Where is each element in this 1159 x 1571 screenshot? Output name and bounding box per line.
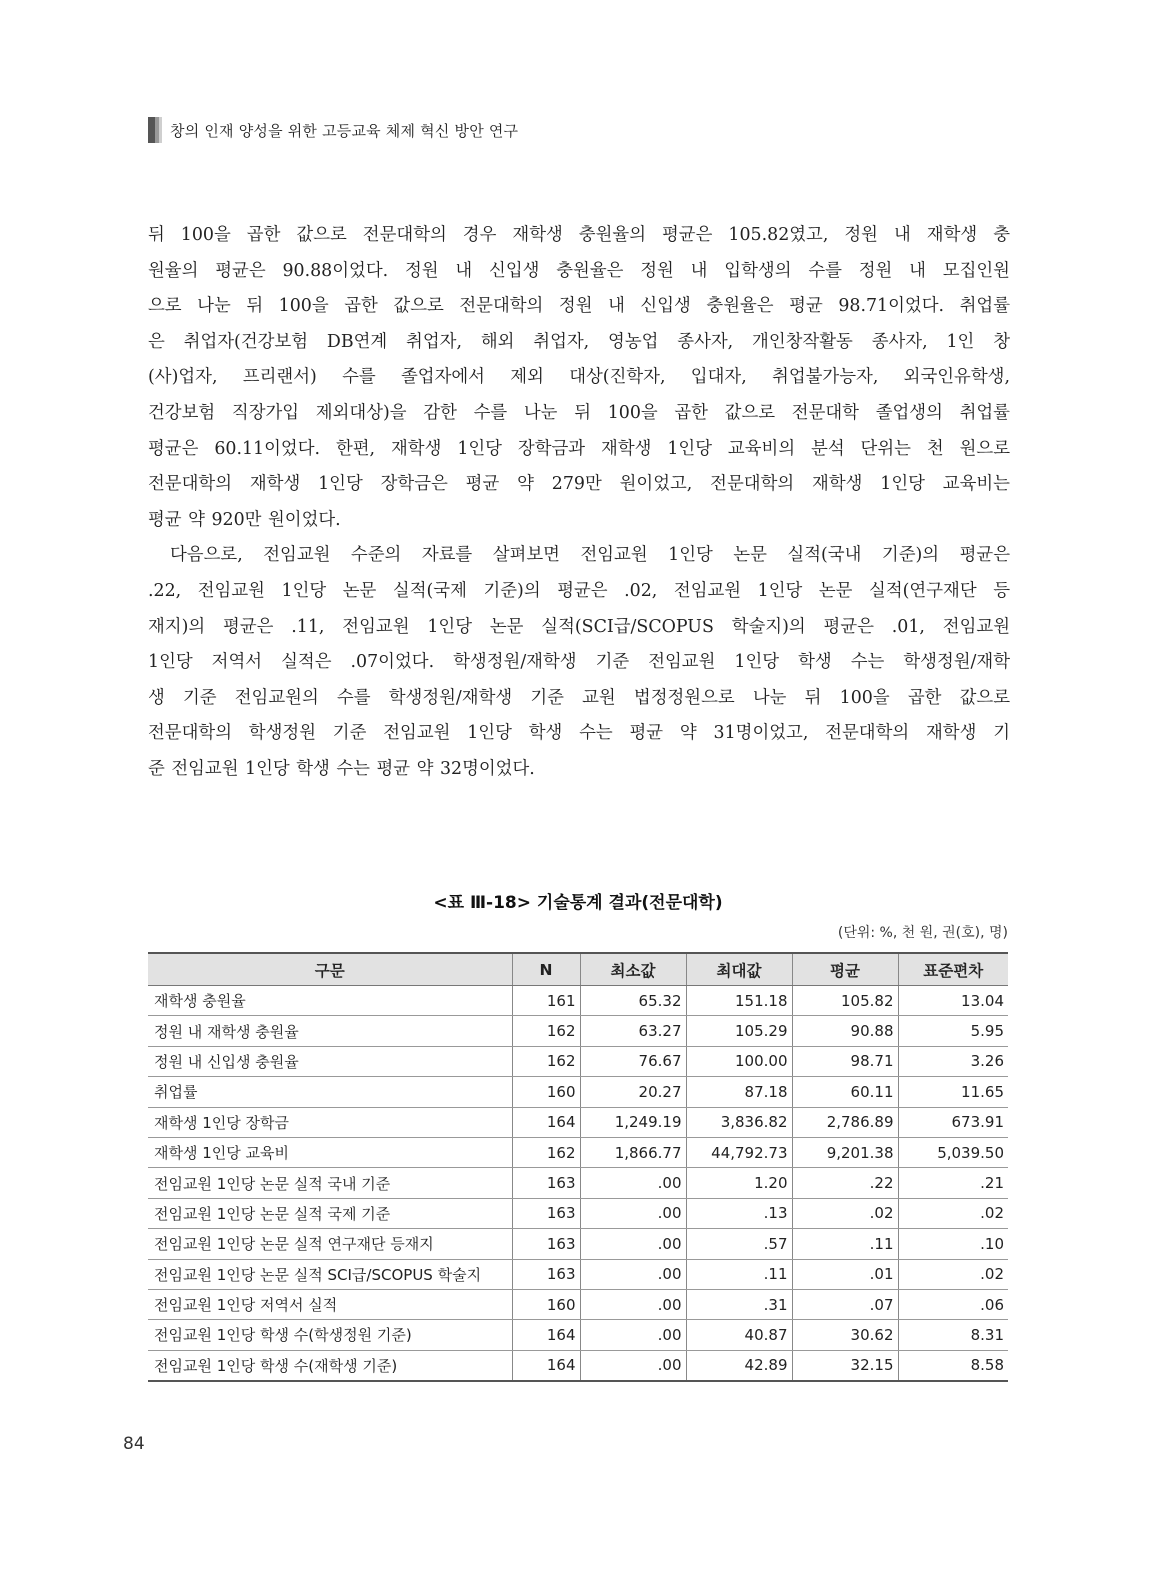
value-cell: 5,039.50 bbox=[898, 1137, 1008, 1167]
value-cell: .02 bbox=[898, 1198, 1008, 1228]
row-label-cell: 정원 내 재학생 충원율 bbox=[148, 1016, 512, 1046]
table-row bbox=[148, 1320, 1008, 1350]
table-caption: <표 Ⅲ-18> 기술통계 결과(전문대학) bbox=[433, 893, 723, 913]
table-row bbox=[148, 1259, 1008, 1289]
column-header: 평균 bbox=[792, 953, 898, 986]
table-row bbox=[148, 1168, 1008, 1198]
table-row bbox=[148, 1289, 1008, 1319]
value-cell: 1,866.77 bbox=[580, 1137, 686, 1167]
column-header: 최대값 bbox=[686, 953, 792, 986]
value-cell: 163 bbox=[512, 1229, 580, 1259]
table-row bbox=[148, 986, 1008, 1016]
value-cell: 87.18 bbox=[686, 1077, 792, 1107]
value-cell: 63.27 bbox=[580, 1016, 686, 1046]
value-cell: 20.27 bbox=[580, 1077, 686, 1107]
value-cell: .00 bbox=[580, 1289, 686, 1319]
table-row bbox=[148, 1350, 1008, 1381]
value-cell: .21 bbox=[898, 1168, 1008, 1198]
value-cell: 1.20 bbox=[686, 1168, 792, 1198]
paragraph-1 bbox=[148, 218, 1010, 538]
value-cell: .00 bbox=[580, 1198, 686, 1228]
value-cell: .57 bbox=[686, 1229, 792, 1259]
value-cell: 160 bbox=[512, 1289, 580, 1319]
value-cell: 162 bbox=[512, 1137, 580, 1167]
column-header: 표준편차 bbox=[898, 953, 1008, 986]
value-cell: .00 bbox=[580, 1320, 686, 1350]
descriptive-stats-table bbox=[148, 952, 1008, 1382]
table-unit-note: (단위: %, 천 원, 권(호), 명) bbox=[837, 925, 1008, 941]
value-cell: .00 bbox=[580, 1350, 686, 1381]
row-label-cell: 취업률 bbox=[148, 1077, 512, 1107]
value-cell: .00 bbox=[580, 1229, 686, 1259]
table-row bbox=[148, 1198, 1008, 1228]
value-cell: 162 bbox=[512, 1016, 580, 1046]
value-cell: .00 bbox=[580, 1168, 686, 1198]
text-line: 은 취업자(건강보험 DB연계 취업자, 해외 취업자, 영농업 종사자, 개인창작활동 종사자, 1인 창 bbox=[148, 331, 1010, 352]
row-label-cell: 전임교원 1인당 논문 실적 국내 기준 bbox=[148, 1168, 512, 1198]
table-row bbox=[148, 1229, 1008, 1259]
value-cell: 163 bbox=[512, 1259, 580, 1289]
value-cell: 65.32 bbox=[580, 986, 686, 1016]
value-cell: 8.31 bbox=[898, 1320, 1008, 1350]
row-label-cell: 재학생 1인당 장학금 bbox=[148, 1107, 512, 1137]
value-cell: 164 bbox=[512, 1107, 580, 1137]
value-cell: .00 bbox=[580, 1259, 686, 1289]
text-line: 전문대학의 학생정원 기준 전임교원 1인당 학생 수는 평균 약 31명이었고, 전문대학의 재학생 기 bbox=[148, 723, 1010, 744]
value-cell: 32.15 bbox=[792, 1350, 898, 1381]
value-cell: 5.95 bbox=[898, 1016, 1008, 1046]
value-cell: 105.29 bbox=[686, 1016, 792, 1046]
value-cell: 673.91 bbox=[898, 1107, 1008, 1137]
table-row bbox=[148, 1077, 1008, 1107]
value-cell: 164 bbox=[512, 1350, 580, 1381]
value-cell: 13.04 bbox=[898, 986, 1008, 1016]
value-cell: .02 bbox=[792, 1198, 898, 1228]
text-line: (사)업자, 프리랜서) 수를 졸업자에서 제외 대상(진학자, 입대자, 취업불가능자, 외국인유학생, bbox=[148, 367, 1010, 388]
value-cell: .13 bbox=[686, 1198, 792, 1228]
text-line: 1인당 저역서 실적은 .07이었다. 학생정원/재학생 기준 전임교원 1인당 학생 수는 학생정원/재학 bbox=[148, 652, 1010, 673]
table-row bbox=[148, 1046, 1008, 1076]
row-label-cell: 전임교원 1인당 논문 실적 국제 기준 bbox=[148, 1198, 512, 1228]
value-cell: 160 bbox=[512, 1077, 580, 1107]
column-header: N bbox=[512, 953, 580, 986]
text-line: 평균 약 920만 원이었다. bbox=[148, 509, 341, 530]
value-cell: 151.18 bbox=[686, 986, 792, 1016]
body-text bbox=[148, 218, 1010, 788]
value-cell: 161 bbox=[512, 986, 580, 1016]
value-cell: 3.26 bbox=[898, 1046, 1008, 1076]
value-cell: 3,836.82 bbox=[686, 1107, 792, 1137]
value-cell: 8.58 bbox=[898, 1350, 1008, 1381]
value-cell: 1,249.19 bbox=[580, 1107, 686, 1137]
value-cell: 163 bbox=[512, 1168, 580, 1198]
column-header: 최소값 bbox=[580, 953, 686, 986]
text-line: 으로 나눈 뒤 100을 곱한 값으로 전문대학의 정원 내 신입생 충원율은 평균 98.71이었다. 취업률 bbox=[148, 296, 1010, 317]
value-cell: 2,786.89 bbox=[792, 1107, 898, 1137]
value-cell: 163 bbox=[512, 1198, 580, 1228]
running-header-title: 창의 인재 양성을 위한 고등교육 체제 혁신 방안 연구 bbox=[170, 121, 519, 140]
table-header-row bbox=[148, 953, 1008, 986]
value-cell: 76.67 bbox=[580, 1046, 686, 1076]
table-row bbox=[148, 1107, 1008, 1137]
value-cell: .11 bbox=[792, 1229, 898, 1259]
table-row bbox=[148, 1137, 1008, 1167]
text-line: 뒤 100을 곱한 값으로 전문대학의 경우 재학생 충원율의 평균은 105.82였고, 정원 내 재학생 충 bbox=[148, 225, 1010, 245]
value-cell: .07 bbox=[792, 1289, 898, 1319]
table-row bbox=[148, 1016, 1008, 1046]
value-cell: 105.82 bbox=[792, 986, 898, 1016]
value-cell: 162 bbox=[512, 1046, 580, 1076]
row-label-cell: 재학생 1인당 교육비 bbox=[148, 1137, 512, 1167]
row-label-cell: 전임교원 1인당 학생 수(재학생 기준) bbox=[148, 1350, 512, 1381]
value-cell: 30.62 bbox=[792, 1320, 898, 1350]
text-line: 재지)의 평균은 .11, 전임교원 1인당 논문 실적(SCI급/SCOPUS 학술지)의 평균은 .01, 전임교원 bbox=[148, 616, 1010, 637]
row-label-cell: 전임교원 1인당 논문 실적 연구재단 등재지 bbox=[148, 1229, 512, 1259]
text-line: 생 기준 전임교원의 수를 학생정원/재학생 기준 교원 법정정원으로 나눈 뒤 100을 곱한 값으로 bbox=[148, 687, 1010, 708]
value-cell: 100.00 bbox=[686, 1046, 792, 1076]
row-label-cell: 재학생 충원율 bbox=[148, 986, 512, 1016]
value-cell: .01 bbox=[792, 1259, 898, 1289]
row-label-cell: 전임교원 1인당 학생 수(학생정원 기준) bbox=[148, 1320, 512, 1350]
value-cell: .06 bbox=[898, 1289, 1008, 1319]
text-line: 준 전임교원 1인당 학생 수는 평균 약 32명이었다. bbox=[148, 758, 535, 779]
column-header: 구문 bbox=[148, 953, 512, 986]
value-cell: .11 bbox=[686, 1259, 792, 1289]
text-line: 전문대학의 재학생 1인당 장학금은 평균 약 279만 원이었고, 전문대학의 재학생 1인당 교육비는 bbox=[148, 474, 1010, 495]
text-line: 건강보험 직장가입 제외대상)을 감한 수를 나눈 뒤 100을 곱한 값으로 전문대학 졸업생의 취업률 bbox=[148, 402, 1010, 423]
value-cell: 98.71 bbox=[792, 1046, 898, 1076]
row-label-cell: 전임교원 1인당 논문 실적 SCI급/SCOPUS 학술지 bbox=[148, 1259, 512, 1289]
row-label-cell: 전임교원 1인당 저역서 실적 bbox=[148, 1289, 512, 1319]
value-cell: 44,792.73 bbox=[686, 1137, 792, 1167]
value-cell: 42.89 bbox=[686, 1350, 792, 1381]
text-line: .22, 전임교원 1인당 논문 실적(국제 기준)의 평균은 .02, 전임교원 1인당 논문 실적(연구재단 등 bbox=[148, 580, 1010, 601]
value-cell: 60.11 bbox=[792, 1077, 898, 1107]
value-cell: 90.88 bbox=[792, 1016, 898, 1046]
text-line: 평균은 60.11이었다. 한편, 재학생 1인당 장학금과 재학생 1인당 교육비의 분석 단위는 천 원으로 bbox=[148, 438, 1010, 459]
text-line: 다음으로, 전임교원 수준의 자료를 살펴보면 전임교원 1인당 논문 실적(국내 기준)의 평균은 bbox=[170, 545, 1010, 566]
value-cell: 164 bbox=[512, 1320, 580, 1350]
value-cell: 11.65 bbox=[898, 1077, 1008, 1107]
paragraph-2 bbox=[148, 538, 1010, 787]
value-cell: .10 bbox=[898, 1229, 1008, 1259]
value-cell: .22 bbox=[792, 1168, 898, 1198]
running-header bbox=[148, 116, 518, 144]
header-bar-ornament bbox=[148, 117, 162, 143]
text-line: 원율의 평균은 90.88이었다. 정원 내 신입생 충원율은 정원 내 입학생의 수를 정원 내 모집인원 bbox=[148, 260, 1010, 281]
row-label-cell: 정원 내 신입생 충원율 bbox=[148, 1046, 512, 1076]
page-number: 84 bbox=[123, 1434, 145, 1454]
value-cell: 9,201.38 bbox=[792, 1137, 898, 1167]
table-body bbox=[148, 986, 1008, 1382]
value-cell: 40.87 bbox=[686, 1320, 792, 1350]
value-cell: .02 bbox=[898, 1259, 1008, 1289]
value-cell: .31 bbox=[686, 1289, 792, 1319]
